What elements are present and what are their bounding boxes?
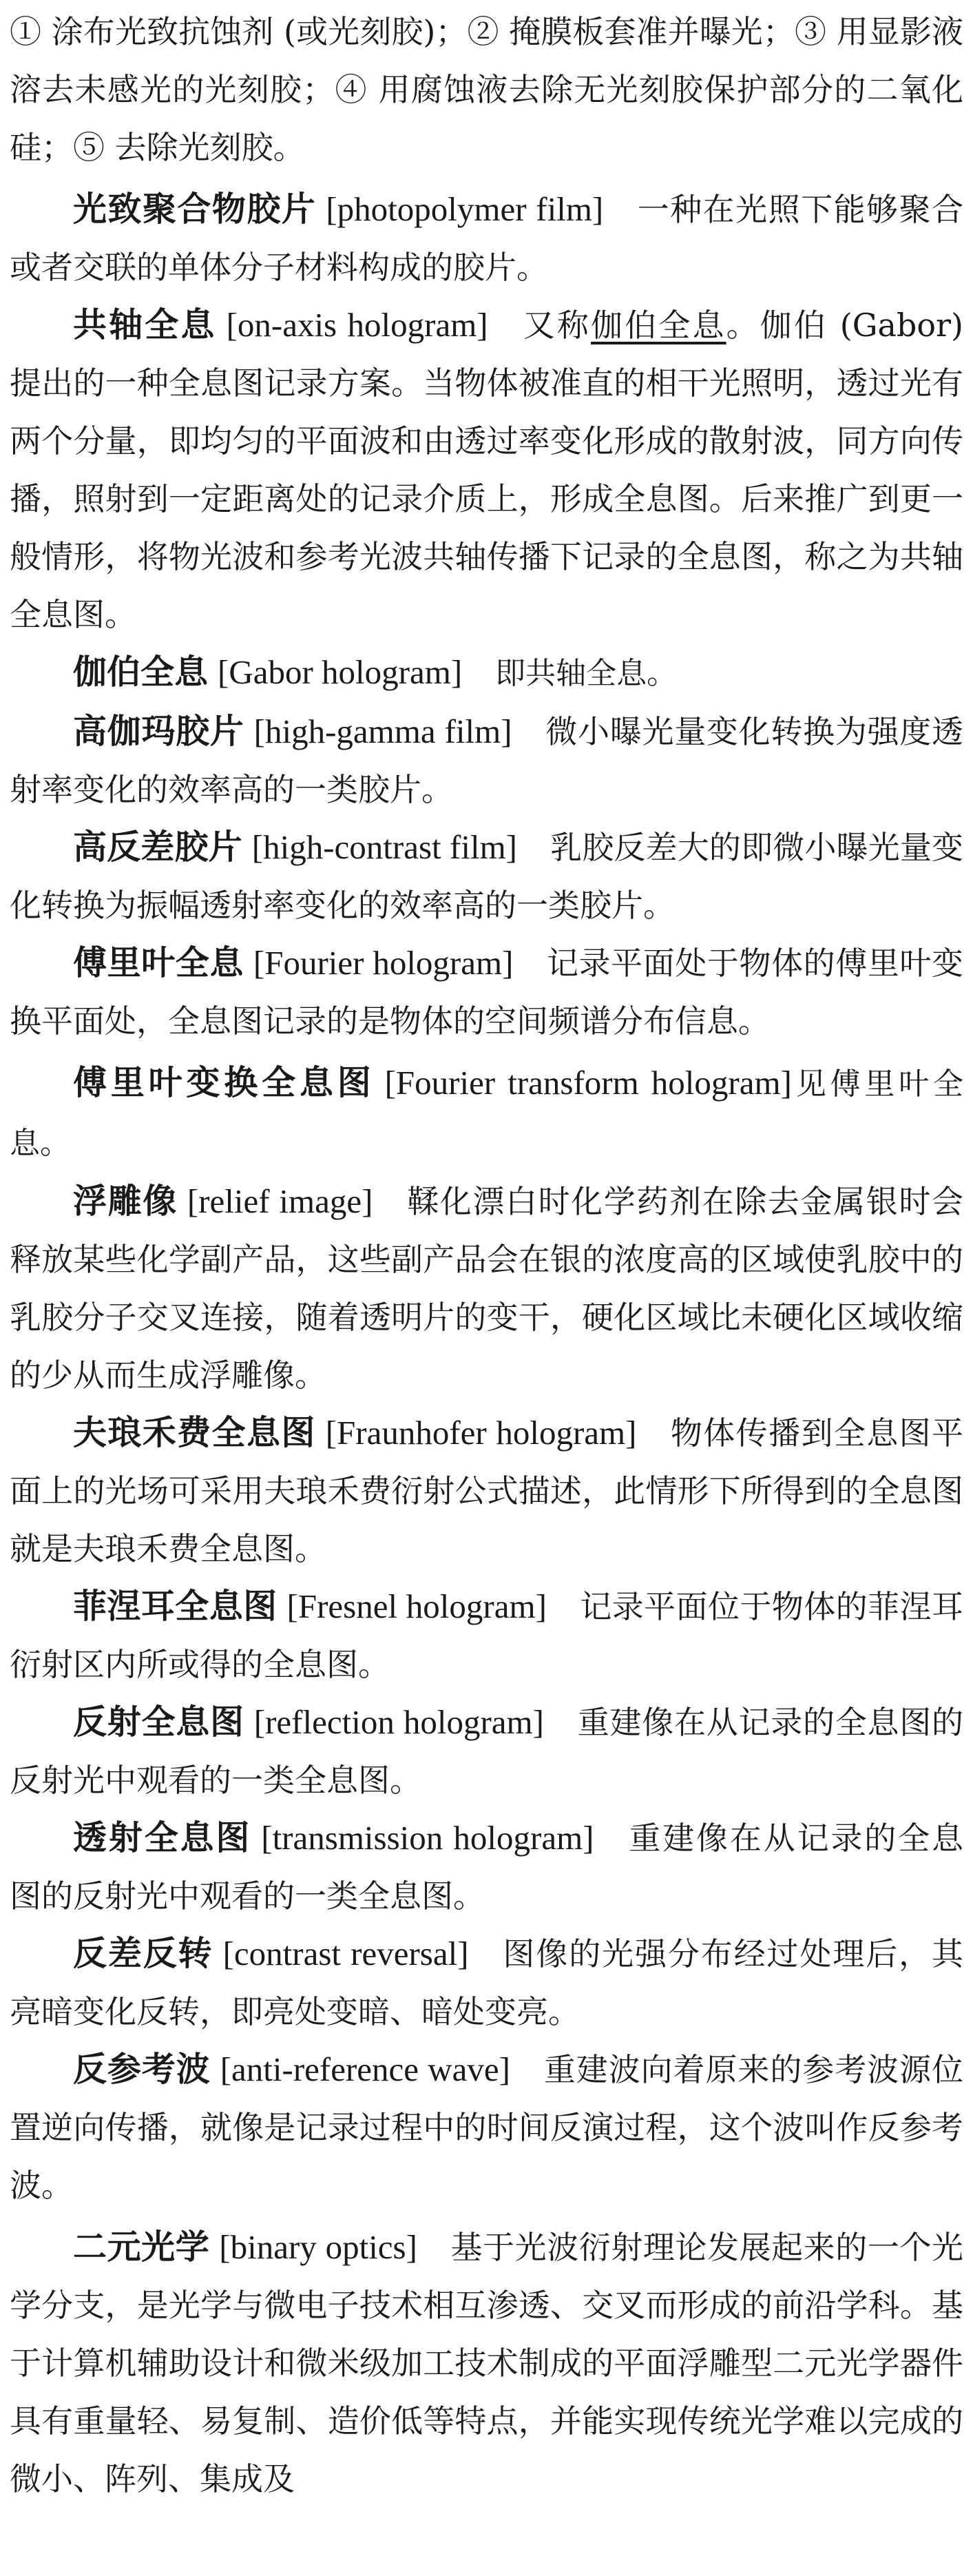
entry-fraunhofer-hologram — [10, 1404, 963, 1578]
entry-binary-optics — [10, 2218, 963, 2508]
entry-definition: 见傅里叶全息。 — [10, 1067, 963, 1161]
entry-english-term: [Fourier hologram] — [253, 944, 514, 982]
entry-relief-image — [10, 1173, 963, 1404]
entry-definition: 又称 — [521, 307, 592, 344]
entry-definition: 基于光波衍射理论发展起来的一个光学分支，是光学与微电子技术相互渗透、交叉而形成的前沿学科。基于计算机辅助设计和微米级加工技术制成的平面浮雕型二元光学器件具有重量轻、易复制、造价低等特点，并能实现传统光学难以完成的微小、阵列、集成及 — [10, 2229, 964, 2497]
entry-fourier-hologram — [10, 934, 963, 1050]
entry-english-term: [high-gamma film] — [253, 712, 512, 750]
entry-reflection-hologram — [10, 1693, 963, 1809]
entry-english-term: [Fourier transform hologram] — [384, 1064, 792, 1102]
cross-reference-link[interactable]: 伽伯全息 — [591, 307, 726, 344]
entry-english-term: [Gabor hologram] — [218, 653, 463, 691]
entry-term: 浮雕像 — [73, 1182, 178, 1221]
entry-definition: 图像的光强分布经过处理后，其亮暗变化反转，即亮处变暗、暗处变亮。 — [10, 1935, 963, 2030]
entry-anti-reference-wave — [10, 2041, 963, 2214]
entry-contrast-reversal — [10, 1925, 963, 2041]
entry-definition: 即共轴全息。 — [495, 656, 678, 691]
entry-english-term: [photopolymer film] — [326, 190, 604, 228]
entry-definition: 重建像在从记录的全息图的反射光中观看的一类全息图。 — [10, 1820, 964, 1915]
entry-term: 高反差胶片 — [73, 827, 242, 867]
entry-definition: 重建波向着原来的参考波源位置逆向传播，就像是记录过程中的时间反演过程，这个波叫作反参考波。 — [10, 2051, 963, 2204]
entry-definition-continued: 。伽伯 (Gabor) 提出的一种全息图记录方案。当物体被准直的相干光照明，透过光有两个分量，即均匀的平面波和由透过率变化形成的散射波，同方向传播，照射到一定距离处的记录介质上，形成全息图。后来推广到更一般情形，将物光波和参考光波共轴传播下记录的全息图，称之为共轴全息图。 — [10, 307, 963, 633]
entry-definition: 记录平面位于物体的菲涅耳衍射区内所或得的全息图。 — [10, 1588, 963, 1683]
entry-english-term: [high-contrast film] — [251, 828, 518, 866]
entry-high-contrast-film — [10, 818, 963, 934]
entry-definition: 一种在光照下能够聚合或者交联的单体分子材料构成的胶片。 — [10, 191, 964, 286]
entry-english-term: [on-axis hologram] — [226, 306, 488, 344]
entry-term: 透射全息图 — [73, 1818, 252, 1857]
entry-definition: 鞣化漂白时化学药剂在除去金属银时会释放某些化学副产品，这些副产品会在银的浓度高的区域使乳胶中的乳胶分子交叉连接，随着透明片的变干，硬化区域比未硬化区域收缩的少从而生成浮雕像。 — [10, 1183, 964, 1394]
entry-definition: 乳胶反差大的即微小曝光量变化转换为振幅透射率变化的效率高的一类胶片。 — [10, 829, 963, 924]
entry-fourier-transform-hologram — [10, 1054, 963, 1173]
entry-english-term: [reflection hologram] — [253, 1703, 544, 1741]
entry-english-term: [Fraunhofer hologram] — [325, 1414, 637, 1452]
entry-term: 菲涅耳全息图 — [73, 1587, 278, 1626]
entry-on-axis-hologram — [10, 296, 963, 643]
entry-english-term: [binary optics] — [219, 2228, 417, 2266]
entry-term: 反参考波 — [73, 2050, 211, 2089]
entry-term: 反差反转 — [73, 1934, 213, 1973]
entry-english-term: [anti-reference wave] — [220, 2050, 510, 2088]
entry-definition: 物体传播到全息图平面上的光场可采用夫琅禾费衍射公式描述，此情形下所得到的全息图就是夫琅禾费全息图。 — [10, 1414, 963, 1567]
entry-english-term: [contrast reversal] — [222, 1935, 469, 1972]
entry-photopolymer-film — [10, 181, 963, 296]
entry-definition: 微小曝光量变化转换为强度透射率变化的效率高的一类胶片。 — [10, 713, 964, 808]
entry-term: 高伽玛胶片 — [73, 712, 244, 751]
entry-high-gamma-film — [10, 703, 963, 818]
entry-transmission-hologram — [10, 1809, 963, 1925]
entry-fresnel-hologram — [10, 1578, 963, 1693]
entry-term: 夫琅禾费全息图 — [73, 1413, 316, 1452]
entry-definition: 重建像在从记录的全息图的反射光中观看的一类全息图。 — [10, 1704, 963, 1799]
intro-paragraph: ① 涂布光致抗蚀剂 (或光刻胶)；② 掩膜板套准并曝光；③ 用显影液溶去未感光的光刻胶；④ 用腐蚀液去除无光刻胶保护部分的二氧化硅；⑤ 去除光刻胶。 — [10, 13, 963, 166]
entry-english-term: [Fresnel hologram] — [286, 1587, 547, 1625]
entry-term: 伽伯全息 — [73, 652, 209, 692]
entry-term: 二元光学 — [73, 2227, 210, 2267]
entry-gabor-hologram — [10, 643, 963, 703]
entry-term: 傅里叶变换全息图 — [73, 1063, 375, 1102]
entry-term: 傅里叶全息 — [73, 943, 244, 982]
entry-english-term: [transmission hologram] — [261, 1819, 594, 1857]
entry-english-term: [relief image] — [187, 1182, 373, 1220]
entry-term: 共轴全息 — [73, 305, 217, 344]
entry-term: 反射全息图 — [73, 1702, 244, 1742]
entry-definition: 记录平面处于物体的傅里叶变换平面处，全息图记录的是物体的空间频谱分布信息。 — [10, 945, 963, 1040]
entry-term: 光致聚合物胶片 — [73, 189, 317, 229]
